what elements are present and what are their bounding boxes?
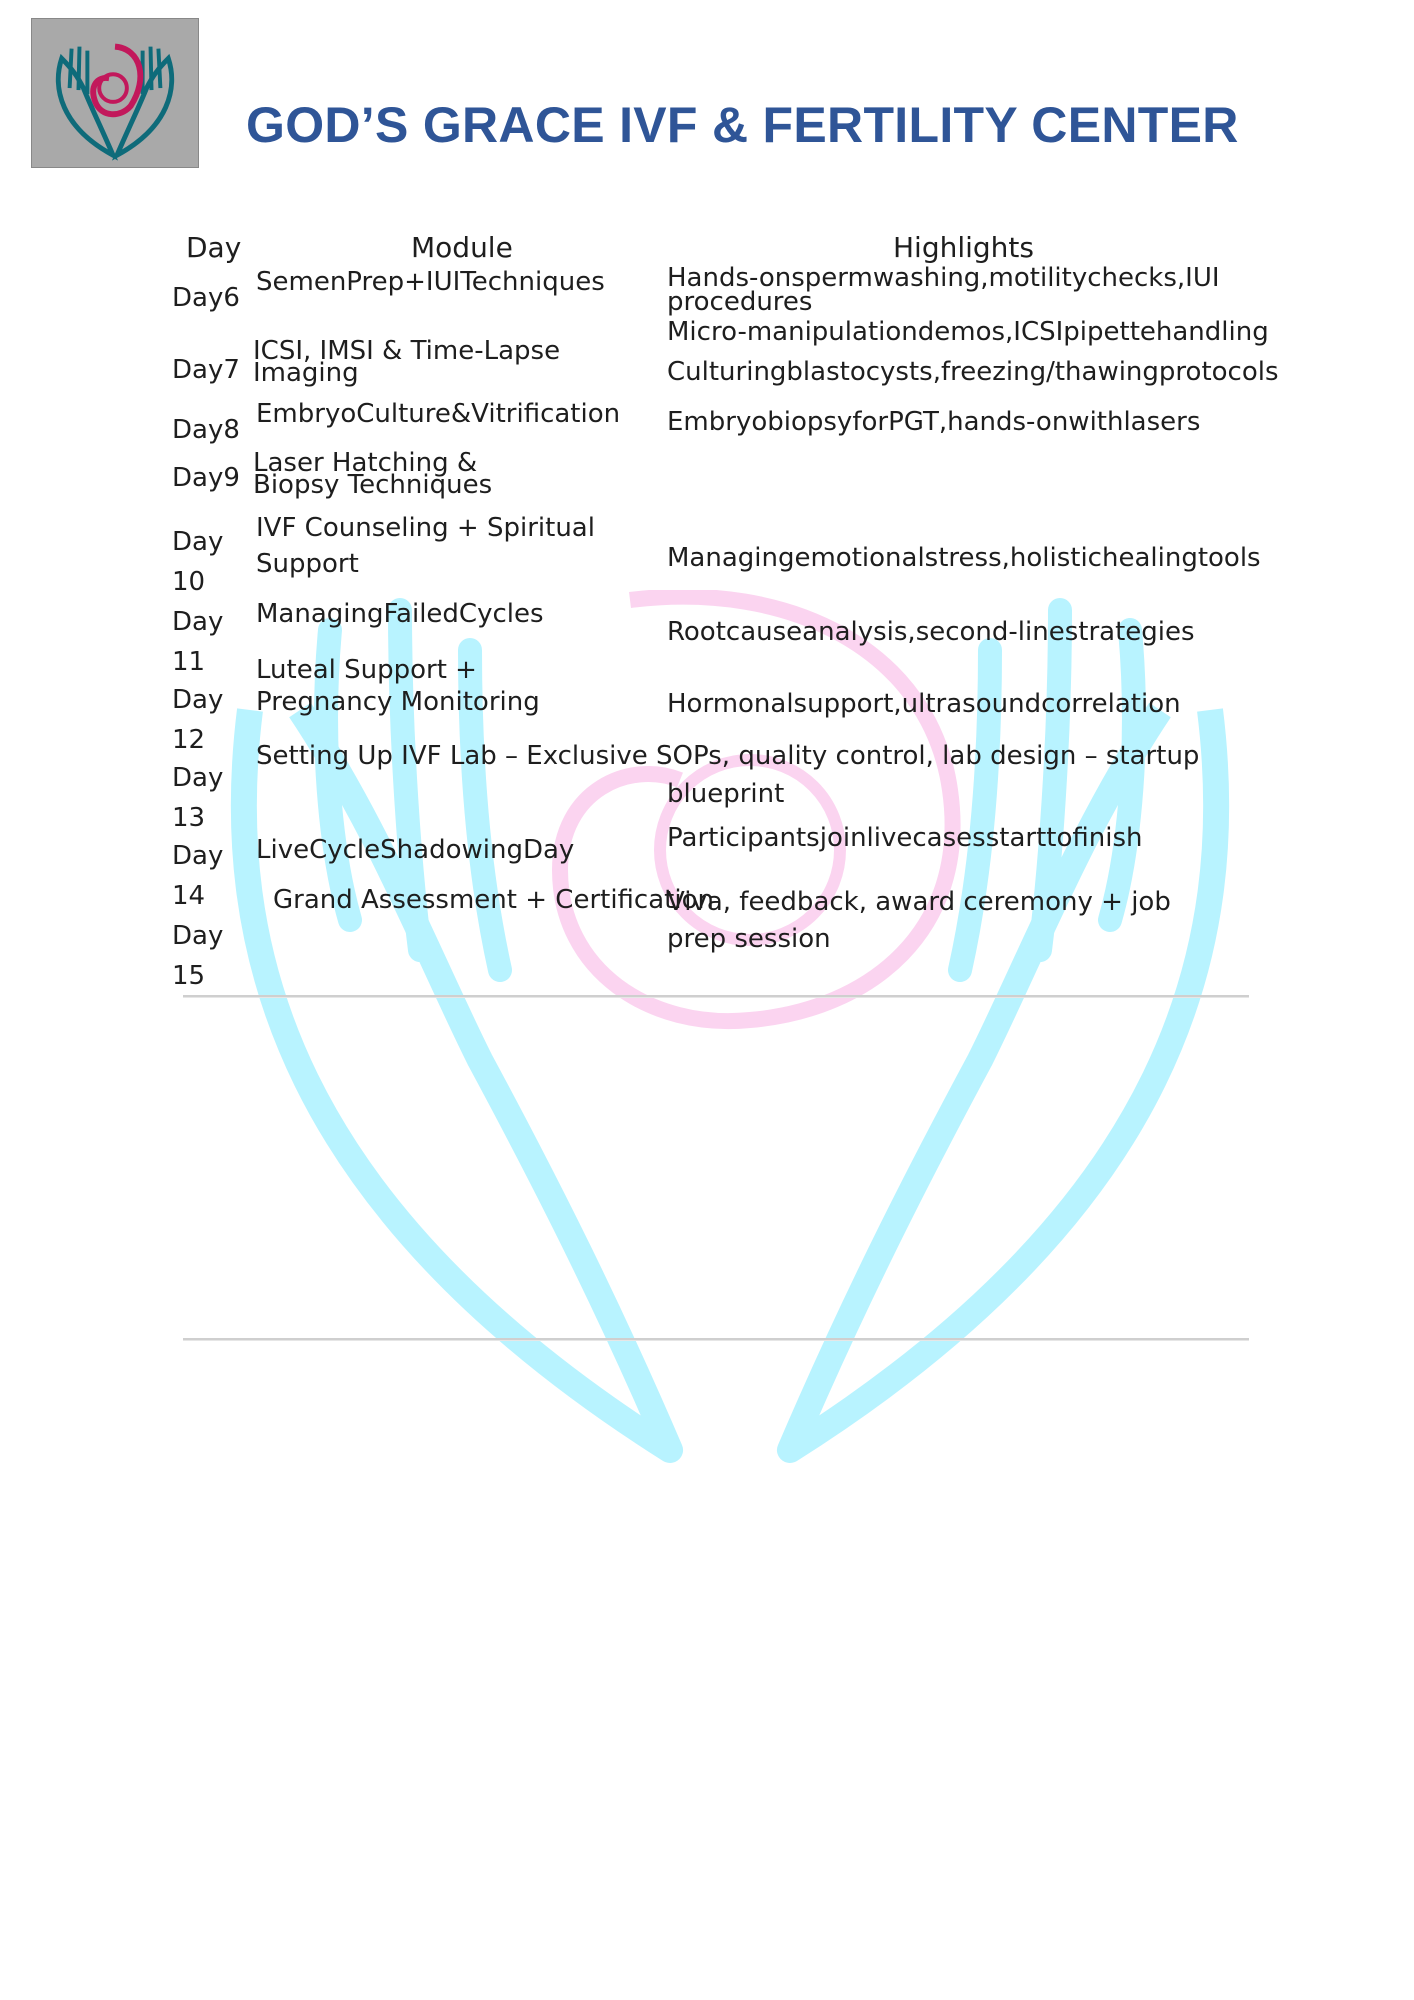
row-day: Day 13 xyxy=(172,763,224,833)
column-header-highlights: Highlights xyxy=(893,231,1034,264)
row-module: Luteal Support + Pregnancy Monitoring xyxy=(256,655,540,717)
column-header-module: Module xyxy=(411,231,513,264)
row-day: Day6 xyxy=(172,283,240,313)
row-day: Day 12 xyxy=(172,685,224,755)
divider xyxy=(183,1338,1249,1341)
row-day: Day9 xyxy=(172,463,240,493)
row-module: EmbryoCulture&Vitrification xyxy=(256,399,621,429)
row-module: ICSI, IMSI & Time-Lapse Imaging xyxy=(253,336,561,388)
row-day: Day 10 xyxy=(172,527,224,597)
row-day: Day8 xyxy=(172,415,240,445)
row-module: LiveCycleShadowingDay xyxy=(256,835,575,865)
hands-cradling-baby-logo-icon xyxy=(32,19,198,167)
row-highlights: Hands-onspermwashing,motilitychecks,IUI procedures xyxy=(667,263,1220,317)
row-highlights: Hormonalsupport,ultrasoundcorrelation xyxy=(667,689,1181,719)
row-highlights: Managingemotionalstress,holistichealingtools xyxy=(667,543,1261,573)
logo xyxy=(31,18,199,168)
page-title: GOD’S GRACE IVF & FERTILITY CENTER xyxy=(246,97,1239,153)
row-module: Laser Hatching & Biopsy Techniques xyxy=(253,448,493,500)
row-module: SemenPrep+IUITechniques xyxy=(256,267,605,297)
row-highlights: blueprint xyxy=(667,779,785,809)
row-day: Day 11 xyxy=(172,607,224,677)
row-highlights: Participantsjoinlivecasesstarttofinish xyxy=(667,823,1143,853)
row-highlights: Rootcauseanalysis,second-linestrategies xyxy=(667,617,1195,647)
row-highlights-secondary: Culturingblastocysts,freezing/thawingprotocols xyxy=(667,357,1279,387)
row-module: ManagingFailedCycles xyxy=(256,599,544,629)
column-header-day: Day xyxy=(186,231,242,264)
divider xyxy=(183,995,1249,998)
row-module: IVF Counseling + Spiritual Support xyxy=(256,513,595,579)
row-day: Day7 xyxy=(172,355,240,385)
row-module: Setting Up IVF Lab – Exclusive SOPs, quality control, lab design – startup xyxy=(256,741,1200,771)
row-module: Grand Assessment + Certification xyxy=(273,885,714,915)
row-day: Day 14 xyxy=(172,841,224,911)
row-day: Day 15 xyxy=(172,921,224,991)
row-highlights: Viva, feedback, award ceremony + job prep session xyxy=(667,887,1171,954)
row-highlights: EmbryobiopsyforPGT,hands-onwithlasers xyxy=(667,407,1201,437)
row-highlights: Micro-manipulationdemos,ICSIpipettehandling xyxy=(667,317,1269,347)
